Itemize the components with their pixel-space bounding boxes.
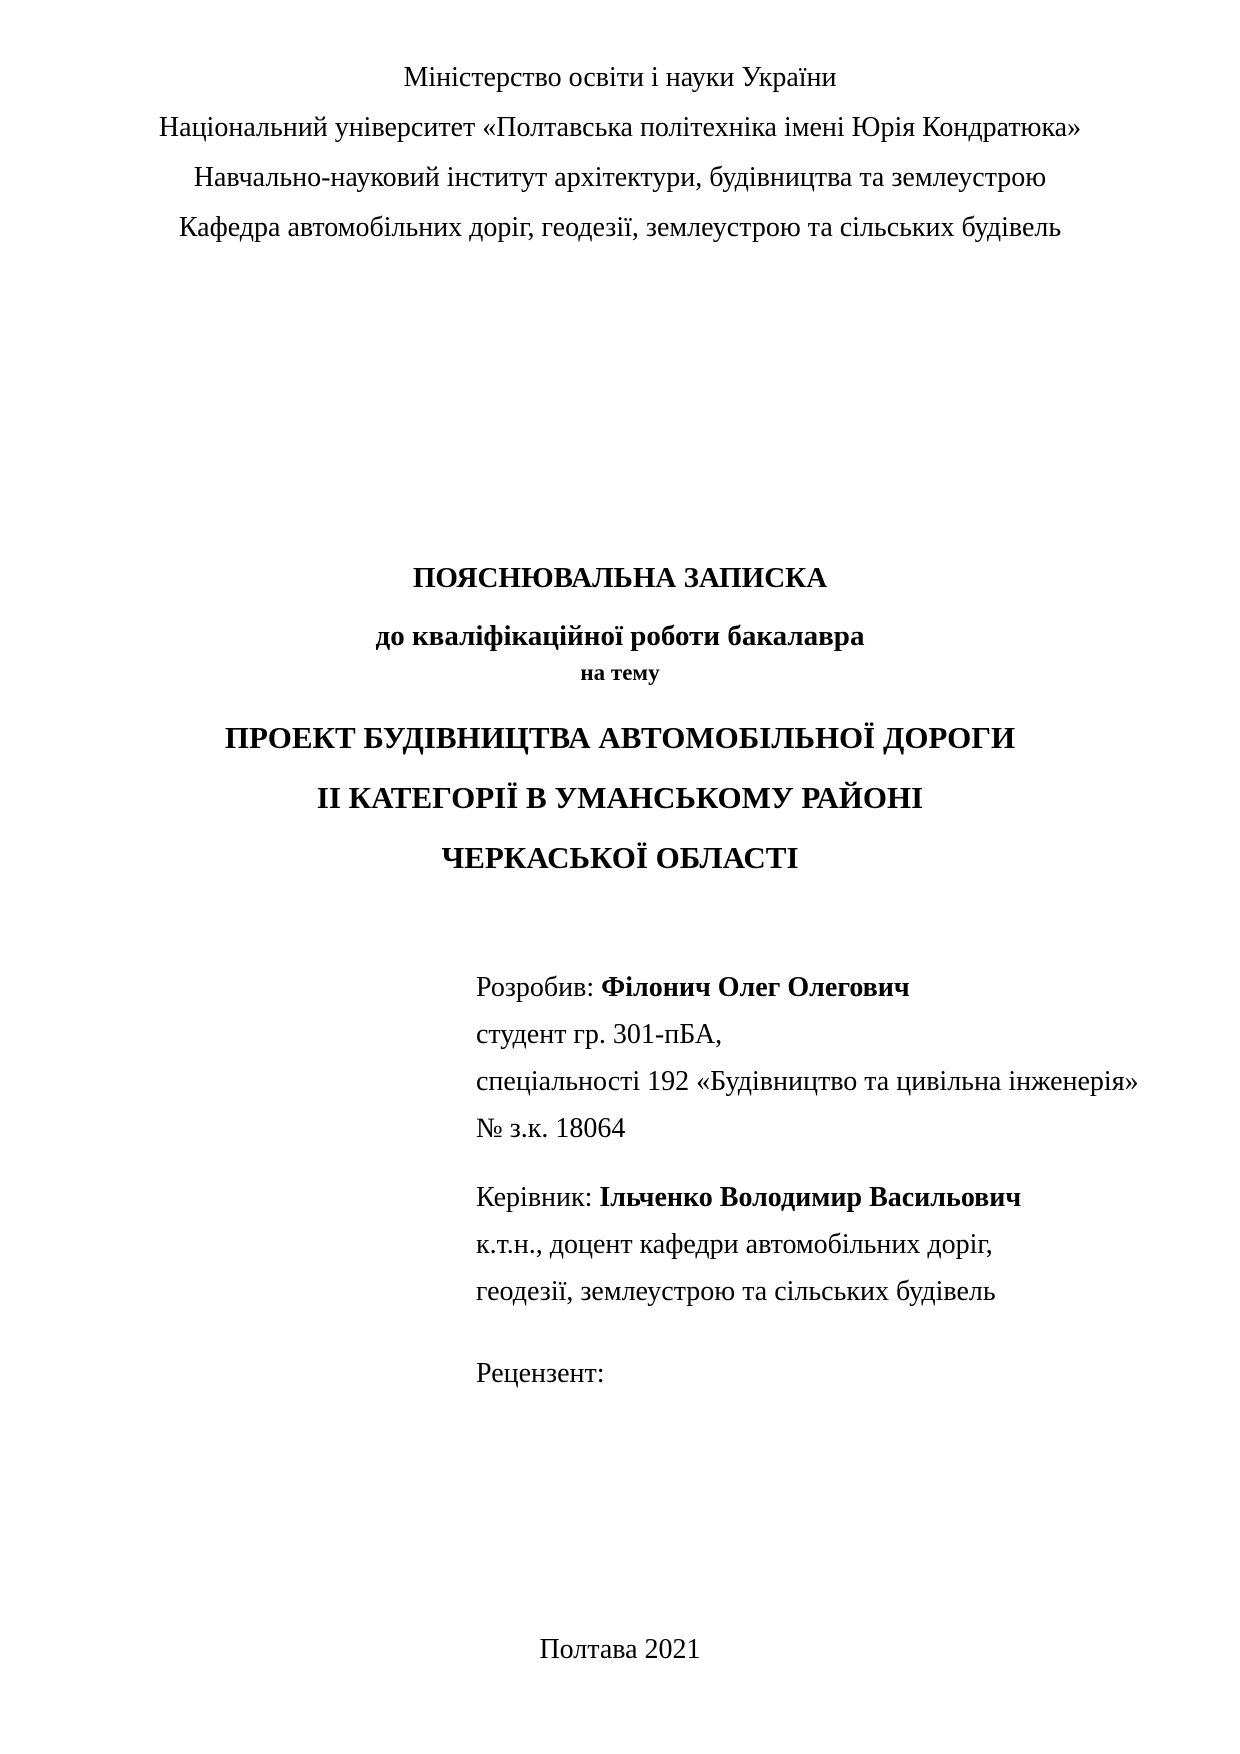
- author-label: Розробив:: [476, 972, 602, 1003]
- supervisor-line: [476, 1182, 1021, 1214]
- reviewer-label: Рецензент:: [476, 1358, 605, 1389]
- author-line: [476, 972, 910, 1004]
- author-name: Філонич Олег Олегович: [601, 972, 910, 1003]
- city-year: Полтава 2021: [539, 1634, 701, 1665]
- ministry-line: Міністерство освіти і науки України: [403, 62, 837, 93]
- author-group: студент гр. 301-пБА,: [476, 1019, 723, 1050]
- supervisor-position-2: геодезії, землеустрою та сільських будівель: [476, 1276, 996, 1307]
- university-line: Національний університет «Полтавська політехніка імені Юрія Кондратюка»: [158, 112, 1082, 143]
- author-record-book: № з.к. 18064: [476, 1113, 626, 1144]
- topic-title-line-2: ІІ КАТЕГОРІЇ В УМАНСЬКОМУ РАЙОНІ: [316, 780, 924, 815]
- author-specialty: спеціальності 192 «Будівництво та цивільна інженерія»: [476, 1066, 1139, 1097]
- document-type-subtitle: до кваліфікаційної роботи бакалавра: [375, 620, 865, 652]
- department-line: Кафедра автомобільних доріг, геодезії, землеустрою та сільських будівель: [178, 212, 1062, 243]
- supervisor-name: Ільченко Володимир Васильович: [599, 1182, 1022, 1213]
- document-type-title: ПОЯСНЮВАЛЬНА ЗАПИСКА: [412, 562, 828, 594]
- supervisor-position-1: к.т.н., доцент кафедри автомобільних доріг,: [476, 1229, 993, 1260]
- institute-line: Навчально-науковий інститут архітектури, будівництва та землеустрою: [193, 162, 1047, 193]
- topic-label: на тему: [580, 660, 660, 685]
- topic-title-line-3: ЧЕРКАСЬКОЇ ОБЛАСТІ: [441, 840, 799, 875]
- topic-title-line-1: ПРОЕКТ БУДІВНИЦТВА АВТОМОБІЛЬНОЇ ДОРОГИ: [224, 720, 1016, 755]
- supervisor-label: Керівник:: [476, 1182, 600, 1213]
